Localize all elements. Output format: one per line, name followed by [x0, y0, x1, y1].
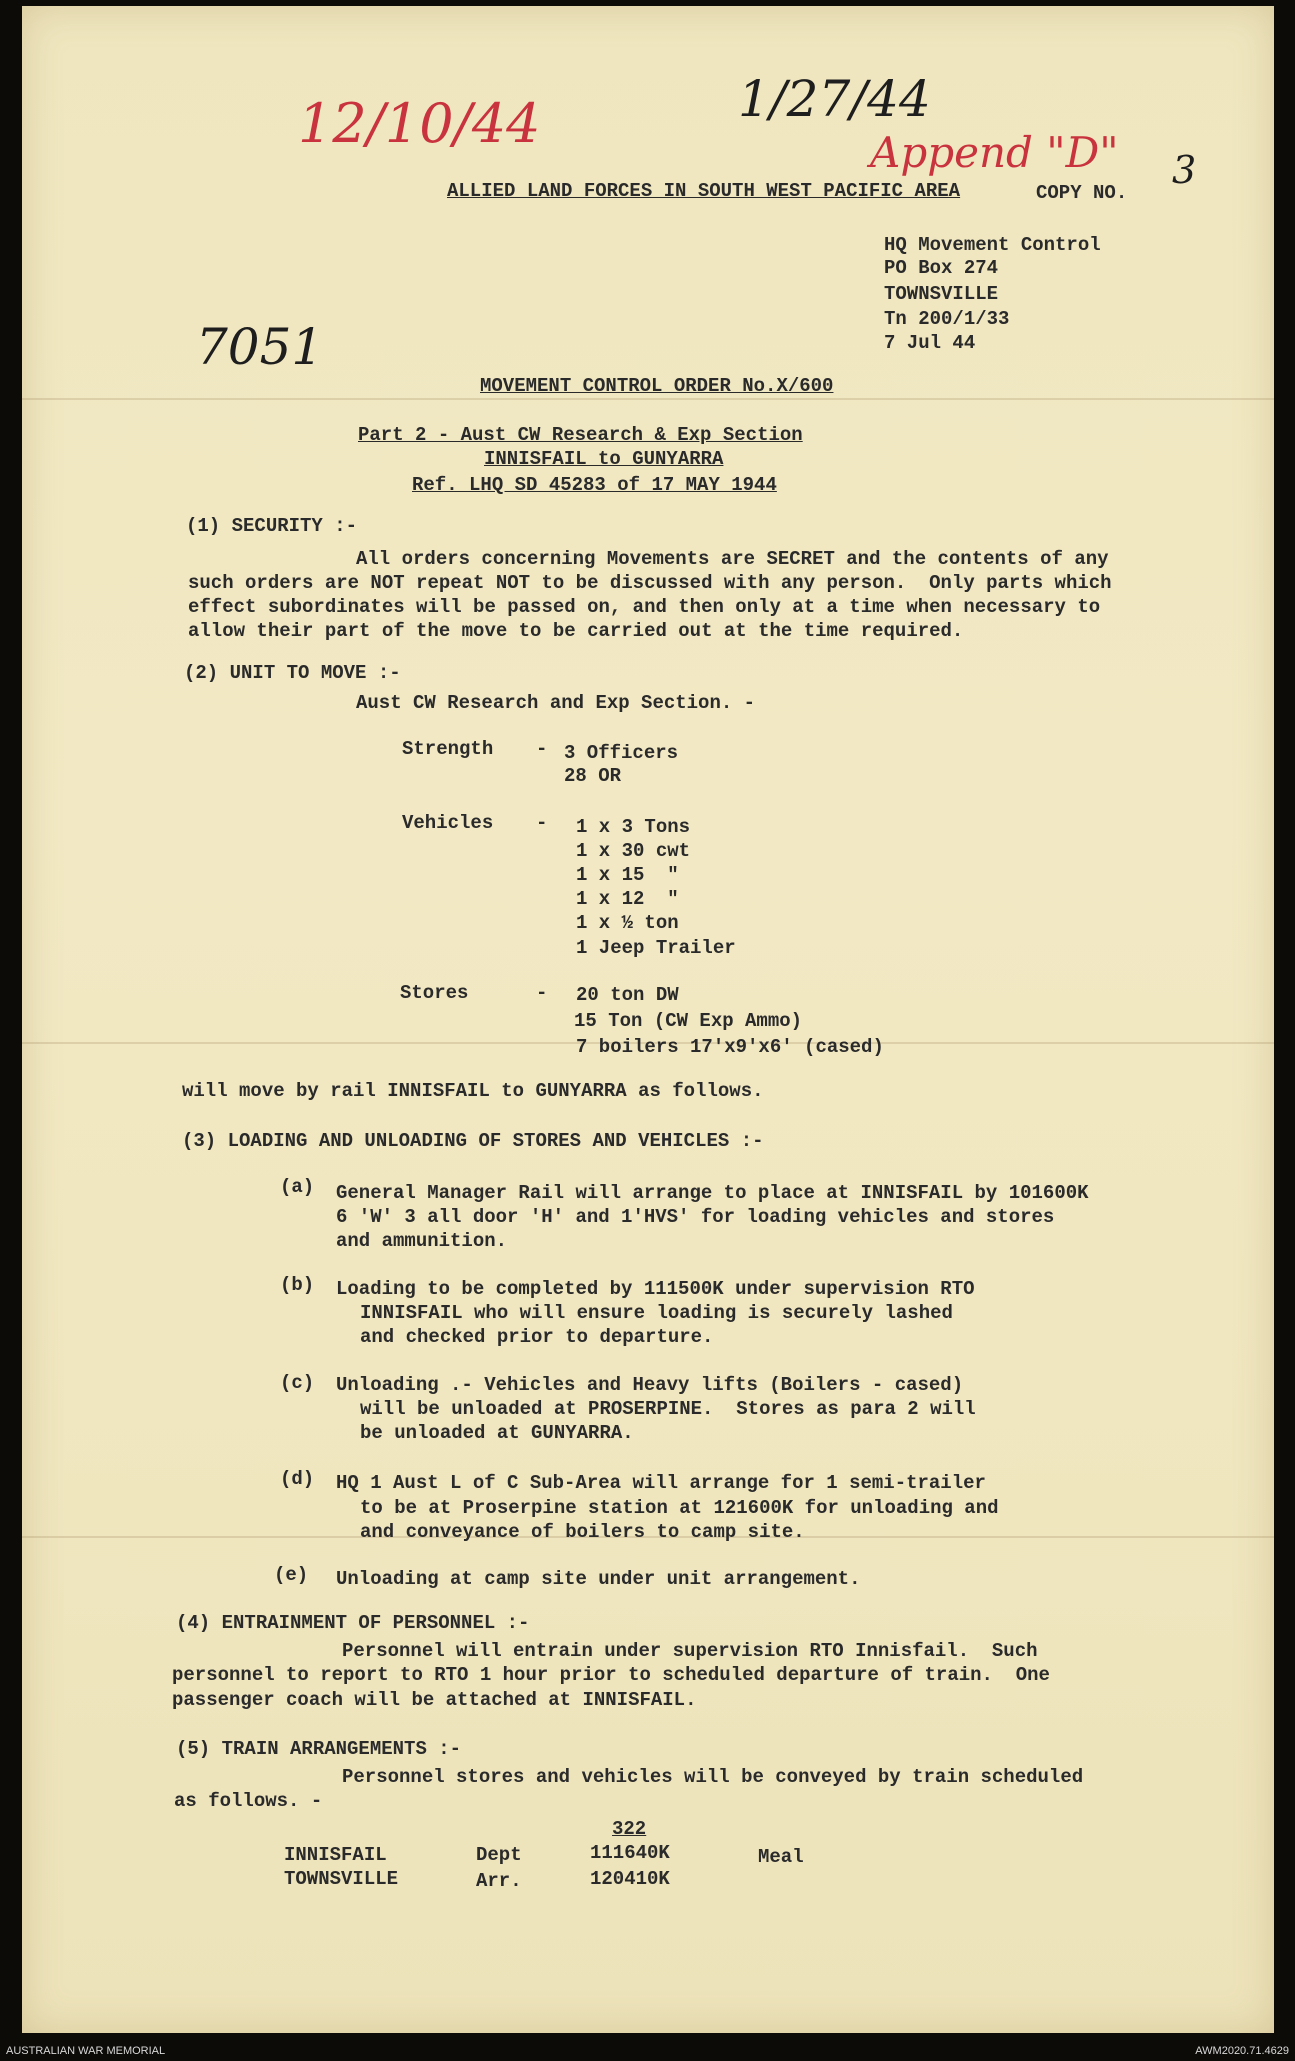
handwritten-three: 3 — [1172, 148, 1197, 192]
order-title: MOVEMENT CONTROL ORDER No.X/600 — [480, 375, 834, 397]
order-part: Part 2 - Aust CW Research & Exp Section — [358, 424, 803, 446]
paragraph-line: personnel to report to RTO 1 hour prior to scheduled departure of train. One — [172, 1664, 1050, 1686]
paragraph-line: Unloading .- Vehicles and Heavy lifts (Boilers - cased) — [336, 1374, 964, 1396]
footer-credit: AUSTRALIAN WAR MEMORIAL — [6, 2045, 166, 2057]
item-label: (e) — [274, 1564, 309, 1586]
paragraph-line: passenger coach will be attached at INNISFAIL. — [172, 1689, 697, 1711]
strength-value: 28 OR — [564, 765, 622, 787]
paragraph-line: as follows. - — [174, 1790, 323, 1812]
paragraph-line: and checked prior to departure. — [360, 1326, 714, 1348]
strength-label: Strength — [402, 738, 494, 760]
stores-item: 20 ton DW — [576, 984, 679, 1006]
paragraph-line: such orders are NOT repeat NOT to be discussed with any person. Only parts which — [188, 572, 1112, 594]
stores-item: 7 boilers 17'x9'x6' (cased) — [576, 1036, 884, 1058]
vehicle-item: 1 x 3 Tons — [576, 816, 691, 838]
address-line: PO Box 274 — [884, 257, 999, 279]
address-line: Tn 200/1/33 — [884, 308, 1010, 330]
train-number: 322 — [612, 1818, 647, 1840]
timetable-type: Arr. — [476, 1870, 522, 1892]
address-line: TOWNSVILLE — [884, 283, 999, 305]
timetable-time: 111640K — [590, 1842, 670, 1864]
footer-accession-number: AWM2020.71.4629 — [1195, 2045, 1289, 2057]
paragraph-line: Unloading at camp site under unit arrangement. — [336, 1568, 861, 1590]
vehicle-item: 1 Jeep Trailer — [576, 937, 736, 959]
section-heading: (2) UNIT TO MOVE :- — [184, 662, 401, 684]
paragraph-line: and ammunition. — [336, 1230, 508, 1252]
document-header-title: ALLIED LAND FORCES IN SOUTH WEST PACIFIC AREA — [447, 180, 961, 202]
paragraph-line: HQ 1 Aust L of C Sub-Area will arrange for 1 semi-trailer — [336, 1472, 986, 1494]
paragraph-line: General Manager Rail will arrange to place at INNISFAIL by 101600K — [336, 1182, 1089, 1204]
paragraph-line: INNISFAIL who will ensure loading is securely lashed — [360, 1302, 953, 1324]
timetable-note: Meal — [758, 1846, 804, 1868]
paragraph-line: will be unloaded at PROSERPINE. Stores as para 2 will — [360, 1398, 976, 1420]
section-heading: (4) ENTRAINMENT OF PERSONNEL :- — [176, 1612, 530, 1634]
handwritten-reference: 1/27/44 — [738, 70, 931, 128]
item-label: (d) — [280, 1468, 315, 1490]
strength-value: 3 Officers — [564, 742, 679, 764]
vehicle-item: 1 x 15 " — [576, 864, 679, 886]
vehicle-item: 1 x 30 cwt — [576, 840, 691, 862]
paragraph-line: allow their part of the move to be carried out at the time required. — [188, 620, 964, 642]
paragraph-line: All orders concerning Movements are SECRET and the contents of any — [356, 548, 1109, 570]
paragraph-line: Loading to be completed by 111500K under supervision RTO — [336, 1278, 975, 1300]
item-label: (b) — [280, 1274, 315, 1296]
order-reference: Ref. LHQ SD 45283 of 17 MAY 1944 — [412, 474, 777, 496]
paragraph-line: effect subordinates will be passed on, and then only at a time when necessary to — [188, 596, 1101, 618]
dash: - — [536, 812, 548, 834]
item-label: (c) — [280, 1372, 315, 1394]
paragraph-line: be unloaded at GUNYARRA. — [360, 1422, 634, 1444]
vehicle-item: 1 x ½ ton — [576, 912, 679, 934]
unit-name: Aust CW Research and Exp Section. - — [356, 692, 756, 714]
stores-item: 15 Ton (CW Exp Ammo) — [574, 1010, 803, 1032]
address-line: HQ Movement Control — [884, 234, 1101, 256]
handwritten-append: Append "D" — [870, 128, 1119, 177]
paragraph-line: Personnel will entrain under supervision RTO Innisfail. Such — [342, 1640, 1038, 1662]
handwritten-file-number: 7051 — [196, 318, 324, 376]
section-heading: (5) TRAIN ARRANGEMENTS :- — [176, 1738, 462, 1760]
item-label: (a) — [280, 1176, 315, 1198]
timetable-type: Dept — [476, 1844, 522, 1866]
paragraph-line: to be at Proserpine station at 121600K for unloading and — [360, 1497, 999, 1519]
order-route: INNISFAIL to GUNYARRA — [484, 448, 724, 470]
paragraph-line: Personnel stores and vehicles will be conveyed by train scheduled — [342, 1766, 1084, 1788]
dash: - — [536, 738, 548, 760]
handwritten-date: 12/10/44 — [298, 92, 541, 155]
paragraph-line: and conveyance of boilers to camp site. — [360, 1521, 805, 1543]
stores-label: Stores — [400, 982, 469, 1004]
move-statement: will move by rail INNISFAIL to GUNYARRA as follows. — [182, 1080, 764, 1102]
timetable-station: TOWNSVILLE — [284, 1868, 399, 1890]
section-heading: (3) LOADING AND UNLOADING OF STORES AND VEHICLES :- — [182, 1130, 764, 1152]
address-date: 7 Jul 44 — [884, 332, 976, 354]
timetable-station: INNISFAIL — [284, 1844, 387, 1866]
timetable-time: 120410K — [590, 1868, 670, 1890]
section-heading: (1) SECURITY :- — [186, 515, 358, 537]
vehicle-item: 1 x 12 " — [576, 888, 679, 910]
vehicles-label: Vehicles — [402, 812, 494, 834]
fold-line — [22, 398, 1274, 400]
copy-number: COPY NO. — [1036, 182, 1128, 204]
paragraph-line: 6 'W' 3 all door 'H' and 1'HVS' for loading vehicles and stores — [336, 1206, 1055, 1228]
dash: - — [536, 982, 548, 1004]
